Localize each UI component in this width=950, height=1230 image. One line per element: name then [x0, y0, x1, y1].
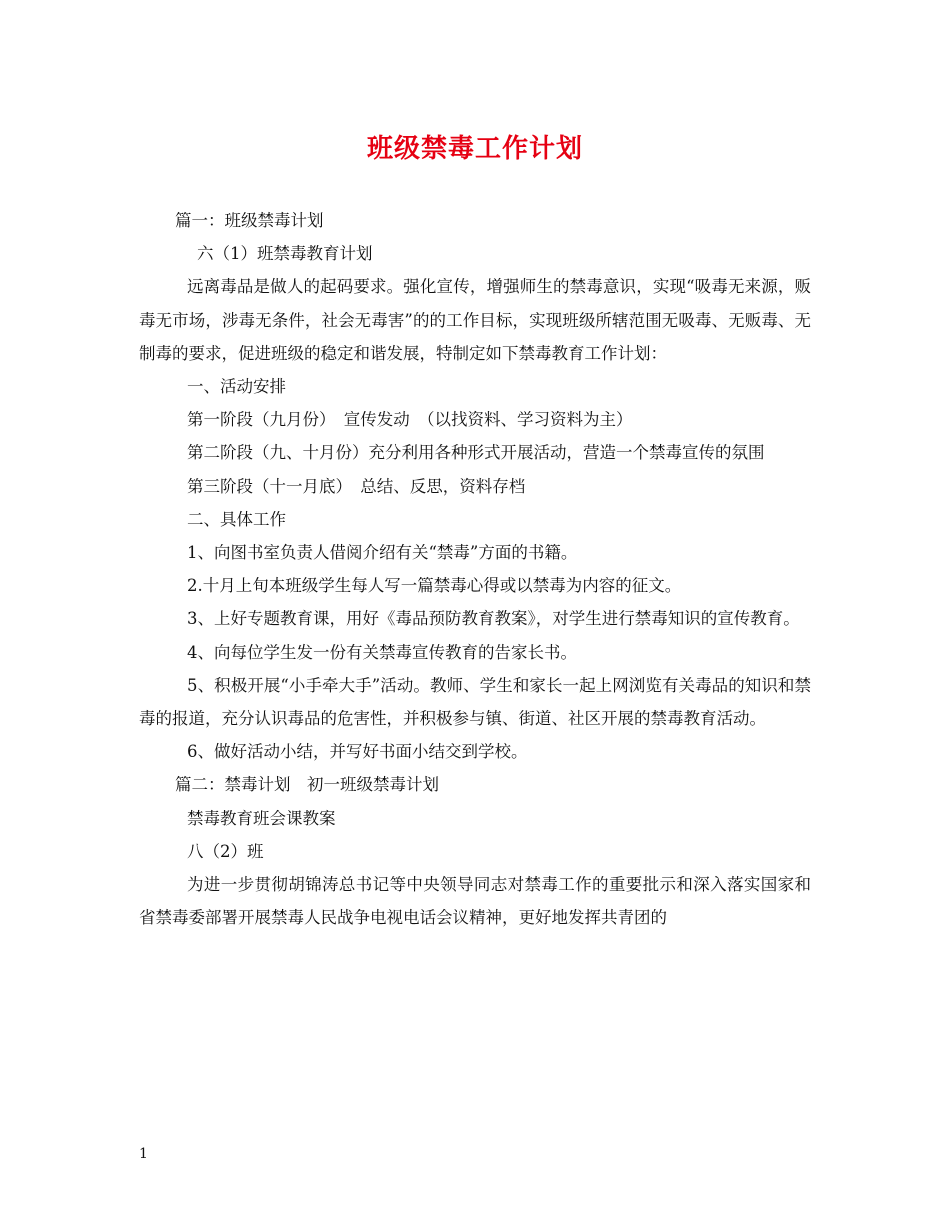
paragraph: 第二阶段（九、十月份）充分利用各种形式开展活动，营造一个禁毒宣传的氛围	[187, 443, 765, 463]
list-item: 2.十月上旬本班级学生每人写一篇禁毒心得或以禁毒为内容的征文。	[187, 576, 682, 596]
section-heading: 篇二：禁毒计划 初一班级禁毒计划	[175, 775, 439, 795]
section-heading: 篇一：班级禁毒计划	[175, 211, 324, 230]
paragraph: 第一阶段（九月份） 宣传发动 （以找资料、学习资料为主）	[187, 410, 633, 430]
list-item: 6、做好活动小结，并写好书面小结交到学校。	[187, 742, 528, 762]
list-item: 3、上好专题教育课，用好《毒品预防教育教案》，对学生进行禁毒知识的宣传教育。	[187, 609, 800, 629]
paragraph: 为进一步贯彻胡锦涛总书记等中央领导同志对禁毒工作的重要批示和深入落实国家和省禁毒委部署开展禁毒人民战争电视电话会议精神，更好地发挥共青团的	[139, 875, 811, 928]
paragraph: 禁毒教育班会课教案	[187, 808, 336, 828]
paragraph: 一、活动安排	[187, 377, 286, 397]
paragraph: 二、具体工作	[187, 509, 286, 529]
page-number: 1	[139, 1146, 148, 1162]
paragraph: 第三阶段（十一月底） 总结、反思，资料存档	[187, 476, 526, 496]
document-title: 班级禁毒工作计划	[366, 134, 583, 164]
paragraph: 远离毒品是做人的起码要求。强化宣传，增强师生的禁毒意识，实现“吸毒无来源，贩毒无市场，涉毒无条件，社会无毒害”的的工作目标，实现班级所辖范围无吸毒、无贩毒、无制毒的要求，促进班级的稳定和谐发展，特制定如下禁毒教育工作计划：	[139, 277, 811, 363]
list-item: 5、积极开展“小手牵大手”活动。教师、学生和家长一起上网浏览有关毒品的知识和禁毒的报道，充分认识毒品的危害性，并积极参与镇、街道、社区开展的禁毒教育活动。	[139, 675, 811, 729]
list-item: 1、向图书室负责人借阅介绍有关“禁毒”方面的书籍。	[187, 543, 578, 563]
paragraph: 八（2）班	[187, 841, 264, 861]
list-item: 4、向每位学生发一份有关禁毒宣传教育的告家长书。	[187, 642, 577, 662]
document-body	[139, 204, 811, 934]
subheading: 六（1）班禁毒教育计划	[197, 244, 373, 264]
